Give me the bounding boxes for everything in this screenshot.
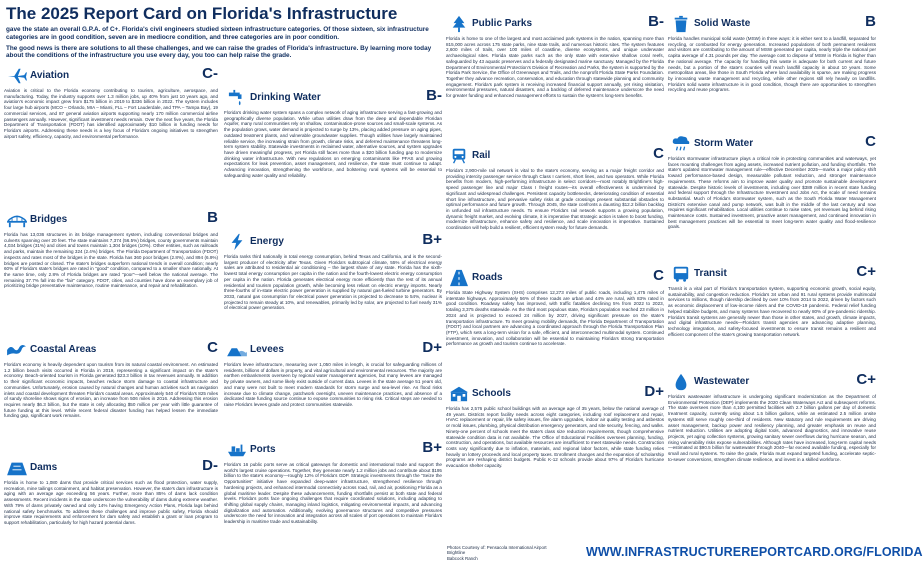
grade-badge: D+: [422, 339, 442, 356]
drop-icon: [668, 372, 694, 392]
rain-icon: [668, 134, 694, 154]
grade-badge: B-: [648, 13, 664, 30]
section-body: Florida State Highway System (SHS) comprises 12,273 miles of public roads, including 1,475 miles of interstate highways. Approximately 56% of these roads are urban and 44% are rural, with 83% rated in good condition. Roadway safety has improved, with traffic fatalities declining 5% from 2022 to 2023, totaling 3,375 deaths statewide. As the third most populous state, Florida's population reached 23 million in 2024 and is projected to exceed 24 million by 2027, driving significant pressure on the state's transportation infrastructure. To meet growing mobility demands, the Florida Department of Transportation (FDOT) and local partners are advancing a coordinated approach through the Florida Transportation Plan (FTP), which sets a long-term vision for a safe, efficient, and interconnected multimodal system. Continued investment, innovation, and collaboration will be essential to maintaining Florida's strong transportation performance as growth and tourism continue to accelerate.: [446, 290, 664, 347]
section-drinking-water: [224, 88, 442, 230]
section-energy: [224, 232, 442, 338]
section-title: Levees: [250, 344, 284, 355]
section-ports: [224, 440, 442, 564]
section-body: Transit is a vital part of Florida's transportation system, supporting economic growth, social equity, sustainability, and congestion reduction. Florida's 34 urban and 91 rural systems provide multimodal services to millions, though ridership declined by over 10% from 2014 to 2022, driven by factors such as economic displacement of low-income riders and the COVID-19 pandemic. Federal relief funding helped stabilize budgets, and many systems have recovered to nearly 80% of pre-pandemic ridership. Florida's transit systems are generally newer than those in other states, and growth, climate impacts, and digital infrastructure needs—Florida's transit agencies are advancing adaptive planning, technology integration, and safety-focused investments to ensure transit remains a resilient and efficient component of the state's growing transportation network.: [668, 286, 876, 337]
section-title: Aviation: [30, 70, 70, 81]
section-body: Florida ranks third nationally in total energy consumption, behind Texas and California, and is the second-largest producer of electricity after Texas. Given Florida's subtropical climate, 55% of electrical energy sales are attributed to residential air conditioning – the largest share of any state. Florida has the sixth-lowest total energy consumption per capita in the nation and the fourth-lowest electric energy consumption per capita in the nation. Florida generates electrical energy more efficiently than the rest of its annual residential and tourism population growth, while becoming less reliant on electric energy imports. Nearly three-fourths of in-state electric power generation is supplied by natural gas-fueled turbine generators. By 2033, natural gas consumption for electrical power generation is projected to decrease to 54%, nuclear is projected to remain steady at 10%, and renewables, primarily led by solar, are projected to fuel nearly 31% of electrical power generation.: [224, 254, 442, 311]
section-title: Drinking Water: [250, 92, 321, 103]
section-body: Florida's 2,900-mile rail network is vital to the state's economy, serving as a major freight corridor and providing intercity passenger service through Class I carriers, short lines, and two operators. While Florida benefits from modern, high-performing infrastructure in select corridors—most notably Brightline's high-speed passenger line and major Class I freight routes—its overall effectiveness is undermined by significant and widespread challenges. Persistent capacity bottlenecks, deteriorating condition of essential short line infrastructure, and pervasive safety risks at grade crossings present substantial obstacles to optimal performance and future growth. Through 2045, the state confronts a daunting $12.2 billion backlog in unfunded rail infrastructure needs. To ensure Florida's rail network supports a growing population, dynamic freight market, and evolving climate, it is imperative that strategic action is taken to boost funding, modernize infrastructure, enhance safety and resilience, and scale innovation is imperative. Sustained coordination will help build a resilient, efficient system ready for future demands.: [446, 168, 664, 231]
section-storm-water: [668, 134, 876, 262]
section-levees: [224, 340, 442, 440]
grade-badge: C+: [856, 371, 876, 388]
grade-badge: C: [207, 339, 218, 356]
section-title: Roads: [472, 272, 503, 283]
lightning-icon: [224, 232, 250, 252]
train-icon: [446, 146, 472, 166]
section-title: Schools: [472, 388, 511, 399]
grade-badge: C: [865, 133, 876, 150]
ship-icon: [224, 440, 250, 460]
section-body: Florida is home to 1,080 dams that provide critical services such as flood protection, water supply, recreation, mine tailings containment, and habitat preservation. However, the state's dam infrastructure is aging with an average age exceeding 56 years. Further, more than 85% of dams lack condition assessments. Recent incidents in the state underscore the vulnerability of dams during extreme weather. With 79% of dams privately owned and only 14% having Emergency Action Plans, Florida lags behind national safety benchmarks. To address these challenges and improve public safety, Florida should improve state requirements and enforcement for dam safety and establish a grant or loan program to support rehabilitation, particularly for high hazard potential dams.: [4, 480, 218, 525]
faucet-icon: [224, 88, 250, 108]
footer-url-link[interactable]: WWW.INFRASTRUCTUREREPORTCARD.ORG/FLORIDA: [586, 545, 923, 559]
section-body: Aviation is critical to the Florida economy contributing to tourism, agriculture, aerospace, and manufacturing. Today, the industry supports over 1.3 million jobs, up 40% from just 10 years ago, and aviation's economic impact grew from $175 billion in 2019 to $336 billion in 2022. The system includes four large hub airports (MCO – Orlando, MIA – Miami, FLL – Fort Lauderdale, and TPA – Tampa Bay), 19 commercial services, and 87 general aviation airports supporting nearly 170 million commercial airline passengers annually. However, significant investment needs remain. Over the next five years, the Florida Department of Transportation (FDOT) has identified approximately $10 billion in funding needs for Florida's airports. Addressing these needs is a key focus of Florida's ongoing initiatives to strengthen airport safety, efficiency, capacity, and environmental performance.: [4, 88, 218, 139]
grade-badge: B+: [422, 439, 442, 456]
grade-badge: C-: [202, 65, 218, 82]
section-title: Coastal Areas: [30, 344, 97, 355]
section-bridges: [4, 210, 218, 340]
section-title: Transit: [694, 268, 727, 279]
section-body: Florida's 16 public ports serve as critical gateways for domestic and international trade and support the world's largest cruise operations. Together, they generate nearly 1.2 million jobs and contribute about $195 billion to the state's economy—roughly 12% of Florida's GDP. Strategic investments through the "Seize the Opportunities" initiative have expanded deep-water infrastructure, strengthened resilience through hardening projects, and enhanced intermodal connectivity across road, rail, and air, positioning Florida as a global maritime leader. Despite these advancements, funding shortfalls persist at both state and federal levels. Florida's ports face ongoing challenges that require coordinated solutions, including adapting to shifting global supply chains, managing inland logistics, mitigating environmental impacts, and advancing digitalization and automation. Additionally, evolving governance structures and competitive pressures underscore the need for innovation and integration across all scales of port operations to maintain Florida's leadership in maritime trade and sustainability.: [224, 462, 442, 525]
section-rail: [446, 146, 664, 272]
grade-badge: C: [653, 267, 664, 284]
page-tagline: The good news is there are solutions to all these challenges, and we can raise the grades of Florida's infrastructure. By learning more today about the conditions of the infrastructure you use every day, you too can help raise the grade.: [6, 44, 432, 60]
section-wastewater: [668, 372, 876, 540]
section-body: Florida's levee infrastructure, measuring over 1,050 miles in length, is crucial for safeguarding millions of residents, billions of dollars in property, and vital agricultural and environmental resources. The majority are earthen embankments overseen by regional water management agencies, but many levees are managed by private owners, and some likely exist outside of current data. Levees in the state average 51 years old, and many were not built to meet modern standards for storm surge and sea-level rise. As flood risks increase due to climate change, patchwork oversight, uneven maintenance practices, and absence of a dedicated state funding source continue to expose communities to rising risk. Critical steps are needed to raise Florida's levees grade and protect communities statewide.: [224, 362, 442, 407]
section-title: Bridges: [30, 214, 68, 225]
grade-badge: B: [865, 13, 876, 30]
school-icon: [446, 384, 472, 404]
grade-badge: B+: [422, 231, 442, 248]
section-schools: [446, 384, 664, 540]
section-solid-waste: [668, 14, 876, 136]
grade-badge: D-: [202, 457, 218, 474]
wave-icon: [4, 340, 30, 360]
dam-icon: [4, 458, 30, 478]
section-title: Energy: [250, 236, 284, 247]
section-aviation: [4, 66, 218, 186]
section-public-parks: [446, 14, 664, 144]
road-icon: [446, 268, 472, 288]
page-subtitle: gave the state an overall G.P.A. of C+. Florida's civil engineers studied sixteen infrastructure categories. Of those sixteen, six infrastructure categories are in good condition, seven are in mediocre condition, and three categories are in poor condition.: [6, 26, 429, 41]
photo-credit: Photos Courtesy of: Pensacola International Airport Brightline Babcock Ranch: [447, 545, 547, 561]
bridge-icon: [4, 210, 30, 230]
trash-icon: [668, 14, 694, 34]
grade-badge: B: [207, 209, 218, 226]
section-body: Florida has 13,036 structures in its bridge management system, including conventional bridges and culverts spanning over 20 feet. The state maintains 7,374 (56.5%) bridges, county governments maintain 4,034 bridges (31%) and cities and towns maintain 1,304 bridges (10%). Other entities, such as railroads and parks, maintain the remaining 324 (2.4%) bridges. The Florida Department of Transportation (FDOT) inspects and rates most of the bridges in the state. Florida has 360 poor bridges (2.8%), and 894 (6.9%) bridges are posted or closed. The state's bridges outperform national trends in overall condition; nearly 60% of Florida's state's bridges are rated in "good" condition, compared to a smaller share nationally. At the same time, only 2.8% of Florida bridges are rated "poor"—well below the national average. The remaining 37.7% fall into the "fair" category. FDOT, cities, and counties have done an exemplary job of prioritizing bridge preventative maintenance, routine maintenance, and repair and rehabilitation.: [4, 232, 218, 289]
report-header: [6, 4, 444, 60]
section-title: Dams: [30, 462, 58, 473]
section-body: Florida's economy is heavily dependent upon tourism from its natural coastal environment. An estimated 1.2 billion beach visits occurred in Florida in 2019, representing a significant impact on the state's economy. Beach-oriented tourism in Florida generated $23.3 billion in tax revenues annually. In addition to their significant economic impacts, beaches reduce storm damage to coastal infrastructure and communities. Unfortunately, erosion caused by natural changes and human activities such as navigation inlets and coastal development threaten Florida's coastal areas. Approximately 540 of Florida's 825 miles of sandy shoreline shows signs of erosion, an increase from 506 miles in 2016. Addressing this erosion requires nearly $6.3 billion, but the state is only allocating $50 million per year with little guarantee of future funding at this level. While recent federal disaster funding has helped lessen the immediate funding gap, significant work remains.: [4, 362, 218, 419]
section-title: Solid Waste: [694, 18, 751, 29]
tree-icon: [446, 14, 472, 34]
grade-badge: C: [653, 145, 664, 162]
airplane-icon: [4, 66, 30, 86]
section-transit: [668, 264, 876, 376]
bus-icon: [668, 264, 694, 284]
section-coastal-areas: [4, 340, 218, 458]
section-title: Public Parks: [472, 18, 533, 29]
grade-badge: B-: [426, 87, 442, 104]
section-title: Rail: [472, 150, 491, 161]
section-body: Florida's wastewater infrastructure is undergoing significant modernization as the Department of Environmental Protection (DEP) implements the 2020 Clean Waterways Act and subsequent reforms. The state oversees more than 4,100 permitted facilities with 2.7 billion gallons per day of domestic treatment capacity, currently using about 1.5 billion gallons, while an estimated 2.5 million onsite systems still serve roughly one-third of residents. New statutory and rule requirements are driving asset management, backup power and resiliency planning, and greater emphasis on reuse and nutrient reduction. Utilities are adopting digital tools, advanced diagnostics, and innovative reuse projects, yet aging collection systems, growing sanitary sewer overflows during hurricane season, and rising vulnerability risks expose vulnerabilities. Although rates have increased, long-term capital needs—estimated at $90.5 billion for wastewater through 2040—far exceed available funding, especially for small and rural systems. To raise the grade, Florida must expand targeted funding, accelerate septic-to-sewer conversions, strengthen climate resilience, and invest in a skilled workforce.: [668, 394, 876, 462]
section-dams: [4, 458, 218, 558]
page-title: The 2025 Report Card on Florida's Infrastructure: [6, 4, 398, 23]
levee-icon: [224, 340, 250, 360]
section-body: Florida is home to one of the largest and most acclaimed park systems in the nation, spanning more than 815,000 acres across 175 state parks, nine state trails, and numerous historic sites. The system features 2,600 miles of trails, over 100 miles of coastline, diverse ecosystems, and unique underwater archaeological sites. Florida state parks such as the only state with extensive shallow coral reefs, safeguarded by 43 aquatic preserves and a federally designated marine sanctuary. Managed by the Florida Department of Environmental Protection's Division of Recreation and Parks, the system is supported by the Florida Park Service, the Office of Greenways and Trails, and the nonprofit Florida State Parks Foundation. Together they advance recreation, conservation, and education through statewide planning and community engagement. Florida's park system is receiving increased financial support annually, yet rising visitation, environmental pressures, natural disasters, and a backlog of deferred maintenance underscore the need for greater funding and enhanced management efforts to sustain the system's long-term benefits.: [446, 36, 664, 99]
section-body: Florida has 2,576 public school buildings with an average age of 35 years, below the national average of 49 years. Districts report facility needs across eight categories, including roof replacement and repair, HVAC replacement or repair, life safety issues, fire alarm upgrades, indoor air quality testing and asbestos or mold issues, plumbing, physical distribution emergency generators, and site security, fencing, and walks. Ninety-one percent of schools meet the state's class size reduction requirements, though comprehensive statewide condition data is not available. The Office of Educational Facilities oversees planning, funding, construction, and operations, but available resources are insufficient to meet statewide needs. Construction costs vary significantly due to inflation, materials, and regional labor factors, while state funding relies heavily on lottery proceeds and local property taxes. Enrollment changes and the expansion of scholarship programs are reshaping district budgets. Public K-12 schools provide about 97% of Florida's hurricane evacuation shelter capacity.: [446, 406, 664, 469]
grade-badge: D+: [644, 383, 664, 400]
section-roads: [446, 268, 664, 380]
section-title: Wastewater: [694, 376, 750, 387]
section-body: Florida's drinking water system spans a complex network of aging infrastructure serving a fast-growing and geographically diverse population. While urban utilities draw from the deep and dependable Floridan Aquifer, many rural communities rely on shallow, contamination-prone sources and small-scale systems. As the population grows, water demand is projected to surge by 13%, placing added pressure on aging pipes, outdated treatment plants, and vulnerable groundwater supplies. Though utilities have largely maintained reliable service, the increasing strain from growth, climate risks, and deferred maintenance threatens long-term system stability. Statewide investments in reclaimed water, alternative sources, and system upgrades have driven meaningful progress, yet Florida still faces more than a $20 billion funding gap to modernize drinking water infrastructure. With new regulations on emerging contaminants like PFAS and growing expectations for leak prevention, asset management, and resilience, the state must continue to adapt. Advancing innovation, strengthening the workforce, and bolstering rural systems will be essential to safeguarding water quality and reliability.: [224, 110, 442, 178]
section-title: Storm Water: [694, 138, 754, 149]
section-body: Florida's stormwater infrastructure plays a critical role in protecting communities and waterways, yet faces mounting challenges from aging assets, increased nutrient pollution, and funding shortfalls. The state's updated stormwater management rule—effective December 2025—marks a major policy shift toward performance-based design, measurable pollutant reduction, and stronger maintenance requirements. These reforms aim to improve water quality and promote sustainable development statewide. Despite historic levels of investments, including over $389 million in recent state funding and federal support through the Infrastructure Investment and Jobs Act, the scale of need remains substantial. Much of Florida's stormwater system, such as the South Florida Water Management District's extensive canal and pump network, was built in the middle of the last century and now requires significant rehabilitation. Local utilities continue to raise rates, yet revenues lag behind rising maintenance costs. Sustained investment, proactive asset management, and continued innovation in best management practices will be essential to meet long-term water quality and flood-resilience goals.: [668, 156, 876, 230]
grade-badge: C+: [856, 263, 876, 280]
section-body: Florida handles municipal solid waste (MSW) in three ways: it is either sent to a landfill, separated for recycling, or combusted for energy generation. Increased populations of both permanent residents and visitors are contributing to the amount of MSW generated per capita, nearly triple the national per capita average of 4.31 pounds per day. The average cost to dispose of MSW in Florida is higher than the national average. The capacity for handling this waste is adequate for both current and future needs, but a portion of the state's counties will reach landfill capacity in about 10 years. Some metropolitan areas, like those in South Florida where land availability is sparse, are making progress by innovating waste management and recycling, while other regions still rely heavily on landfills. Florida's solid waste infrastructure is in good condition, though there are opportunities to strengthen recycling and reuse programs.: [668, 36, 876, 93]
section-title: Ports: [250, 444, 276, 455]
